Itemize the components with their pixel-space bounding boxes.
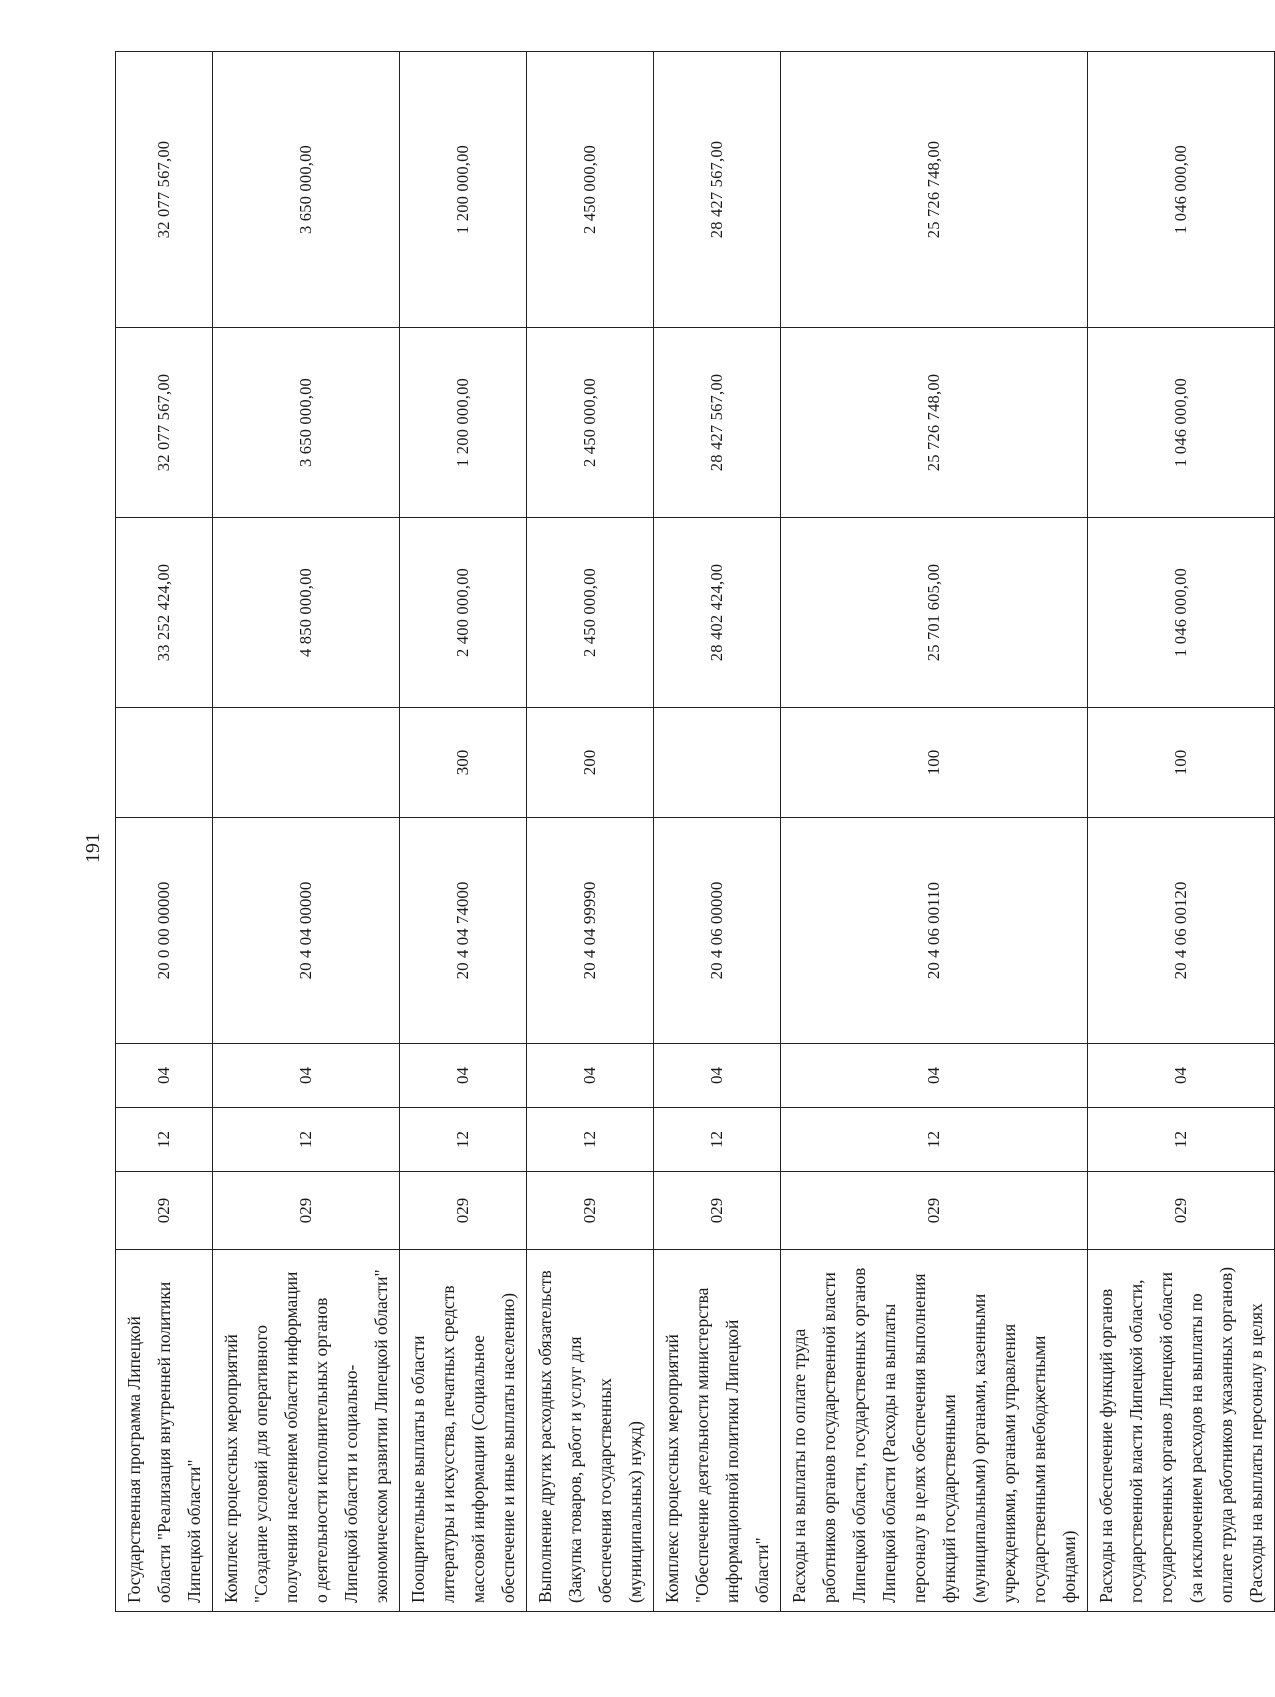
name-line: массовой информации (Социальное [468, 1335, 488, 1603]
row-name [527, 1250, 654, 1612]
name-line: государственной власти Липецкой области, [1126, 1279, 1146, 1603]
row-name [400, 1250, 527, 1612]
table-row [1088, 52, 1275, 1612]
table-row [527, 52, 654, 1612]
name-line: литературы и искусства, печатных средств [438, 1285, 458, 1603]
name-line: персоналу в целях обеспечения выполнения [909, 1273, 929, 1603]
name-line: области "Реализация внутренней политики [154, 1281, 174, 1603]
cell-sum-year-1: 2 400 000,00 [400, 518, 527, 708]
row-name [213, 1250, 400, 1612]
table-row [400, 52, 527, 1612]
cell-sum-year-2: 3 650 000,00 [213, 328, 400, 518]
name-line: Липецкой области (Расходы на выплаты [879, 1303, 899, 1603]
cell-expense-type: 300 [400, 708, 527, 818]
cell-target-article: 20 4 04 99990 [527, 818, 654, 1044]
name-line: Расходы на обеспечение функций органов [1096, 1288, 1116, 1603]
page-number: 191 [81, 833, 104, 863]
row-name [781, 1250, 1088, 1612]
cell-sum-year-3: 1 046 000,00 [1088, 52, 1275, 328]
cell-sum-year-1: 2 450 000,00 [527, 518, 654, 708]
cell-section: 12 [781, 1108, 1088, 1172]
cell-sum-year-3: 32 077 567,00 [116, 52, 213, 328]
cell-subsection: 04 [781, 1044, 1088, 1108]
cell-section: 12 [116, 1108, 213, 1172]
name-line: (муниципальными) органами, казенными [969, 1293, 989, 1603]
cell-ved: 029 [213, 1172, 400, 1250]
cell-sum-year-2: 1 200 000,00 [400, 328, 527, 518]
name-line: Государственная программа Липецкой [124, 1316, 144, 1603]
cell-sum-year-1: 33 252 424,00 [116, 518, 213, 708]
name-line: "Обеспечение деятельности министерства [692, 1287, 712, 1603]
name-line: Выполнение других расходных обязательств [535, 1270, 555, 1603]
cell-section: 12 [213, 1108, 400, 1172]
cell-target-article: 20 4 06 00000 [654, 818, 781, 1044]
name-line: обеспечения государственных [595, 1378, 615, 1603]
name-line: Комплекс процессных мероприятий [221, 1334, 241, 1603]
cell-expense-type: 100 [781, 708, 1088, 818]
cell-sum-year-2: 1 046 000,00 [1088, 328, 1275, 518]
cell-sum-year-1: 1 046 000,00 [1088, 518, 1275, 708]
cell-expense-type: 100 [1088, 708, 1275, 818]
cell-sum-year-2: 32 077 567,00 [116, 328, 213, 518]
cell-sum-year-2: 2 450 000,00 [527, 328, 654, 518]
cell-expense-type: 200 [527, 708, 654, 818]
row-name [116, 1250, 213, 1612]
name-line: Поощрительные выплаты в области [408, 1335, 428, 1603]
name-line: Липецкой области" [184, 1459, 204, 1603]
cell-subsection: 04 [1088, 1044, 1275, 1108]
cell-ved: 029 [527, 1172, 654, 1250]
cell-sum-year-3: 2 450 000,00 [527, 52, 654, 328]
name-line: информационной политики Липецкой [722, 1319, 742, 1603]
name-line: Липецкой области и социально- [341, 1364, 361, 1603]
row-name [654, 1250, 781, 1612]
row-name [1088, 1250, 1275, 1612]
cell-sum-year-1: 4 850 000,00 [213, 518, 400, 708]
table-body [116, 52, 1275, 1612]
name-line: обеспечение и иные выплаты населению) [498, 1292, 518, 1603]
name-line: (Закупка товаров, работ и услуг для [565, 1336, 585, 1603]
cell-expense-type [213, 708, 400, 818]
cell-section: 12 [527, 1108, 654, 1172]
cell-ved: 029 [116, 1172, 213, 1250]
table-row [116, 52, 213, 1612]
name-line: Липецкой области, государственных органов [849, 1267, 869, 1603]
cell-sum-year-1: 28 402 424,00 [654, 518, 781, 708]
name-line: учреждениями, органами управления [999, 1323, 1019, 1603]
cell-subsection: 04 [213, 1044, 400, 1108]
cell-target-article: 20 4 04 00000 [213, 818, 400, 1044]
cell-ved: 029 [1088, 1172, 1275, 1250]
cell-target-article: 20 0 00 00000 [116, 818, 213, 1044]
cell-sum-year-3: 25 726 748,00 [781, 52, 1088, 328]
name-line: Расходы на выплаты по оплате труда [789, 1328, 809, 1603]
name-line: получения населением области информации [281, 1271, 301, 1603]
name-line: фондами) [1059, 1530, 1079, 1603]
cell-ved: 029 [400, 1172, 527, 1250]
table-row [781, 52, 1088, 1612]
cell-sum-year-3: 3 650 000,00 [213, 52, 400, 328]
table-row [213, 52, 400, 1612]
name-line: оплате труда работников указанных органов) [1216, 1266, 1236, 1603]
name-line: экономическом развитии Липецкой области" [371, 1269, 391, 1603]
name-line: работников органов государственной власти [819, 1272, 839, 1603]
cell-section: 12 [400, 1108, 527, 1172]
cell-ved: 029 [781, 1172, 1088, 1250]
budget-table [115, 51, 1275, 1612]
cell-target-article: 20 4 06 00120 [1088, 818, 1275, 1044]
name-line: (муниципальных) нужд) [625, 1421, 645, 1603]
cell-sum-year-1: 25 701 605,00 [781, 518, 1088, 708]
cell-target-article: 20 4 06 00110 [781, 818, 1088, 1044]
cell-target-article: 20 4 04 74000 [400, 818, 527, 1044]
cell-sum-year-3: 1 200 000,00 [400, 52, 527, 328]
name-line: "Создание условий для оперативного [251, 1325, 271, 1603]
cell-subsection: 04 [116, 1044, 213, 1108]
name-line: (Расходы на выплаты персоналу в целях [1246, 1303, 1266, 1603]
cell-ved: 029 [654, 1172, 781, 1250]
cell-sum-year-3: 28 427 567,00 [654, 52, 781, 328]
cell-sum-year-2: 28 427 567,00 [654, 328, 781, 518]
cell-section: 12 [654, 1108, 781, 1172]
cell-subsection: 04 [400, 1044, 527, 1108]
cell-expense-type [654, 708, 781, 818]
name-line: области" [752, 1537, 772, 1603]
cell-subsection: 04 [654, 1044, 781, 1108]
cell-expense-type [116, 708, 213, 818]
cell-section: 12 [1088, 1108, 1275, 1172]
rotated-table-container [115, 52, 1266, 1612]
name-line: (за исключением расходов на выплаты по [1186, 1293, 1206, 1603]
name-line: государственными внебюджетными [1029, 1335, 1049, 1603]
name-line: государственных органов Липецкой области [1156, 1271, 1176, 1603]
cell-sum-year-2: 25 726 748,00 [781, 328, 1088, 518]
name-line: о деятельности исполнительных органов [311, 1297, 331, 1603]
table-row [654, 52, 781, 1612]
name-line: функций государственными [939, 1394, 959, 1603]
cell-subsection: 04 [527, 1044, 654, 1108]
name-line: Комплекс процессных мероприятий [662, 1334, 682, 1603]
